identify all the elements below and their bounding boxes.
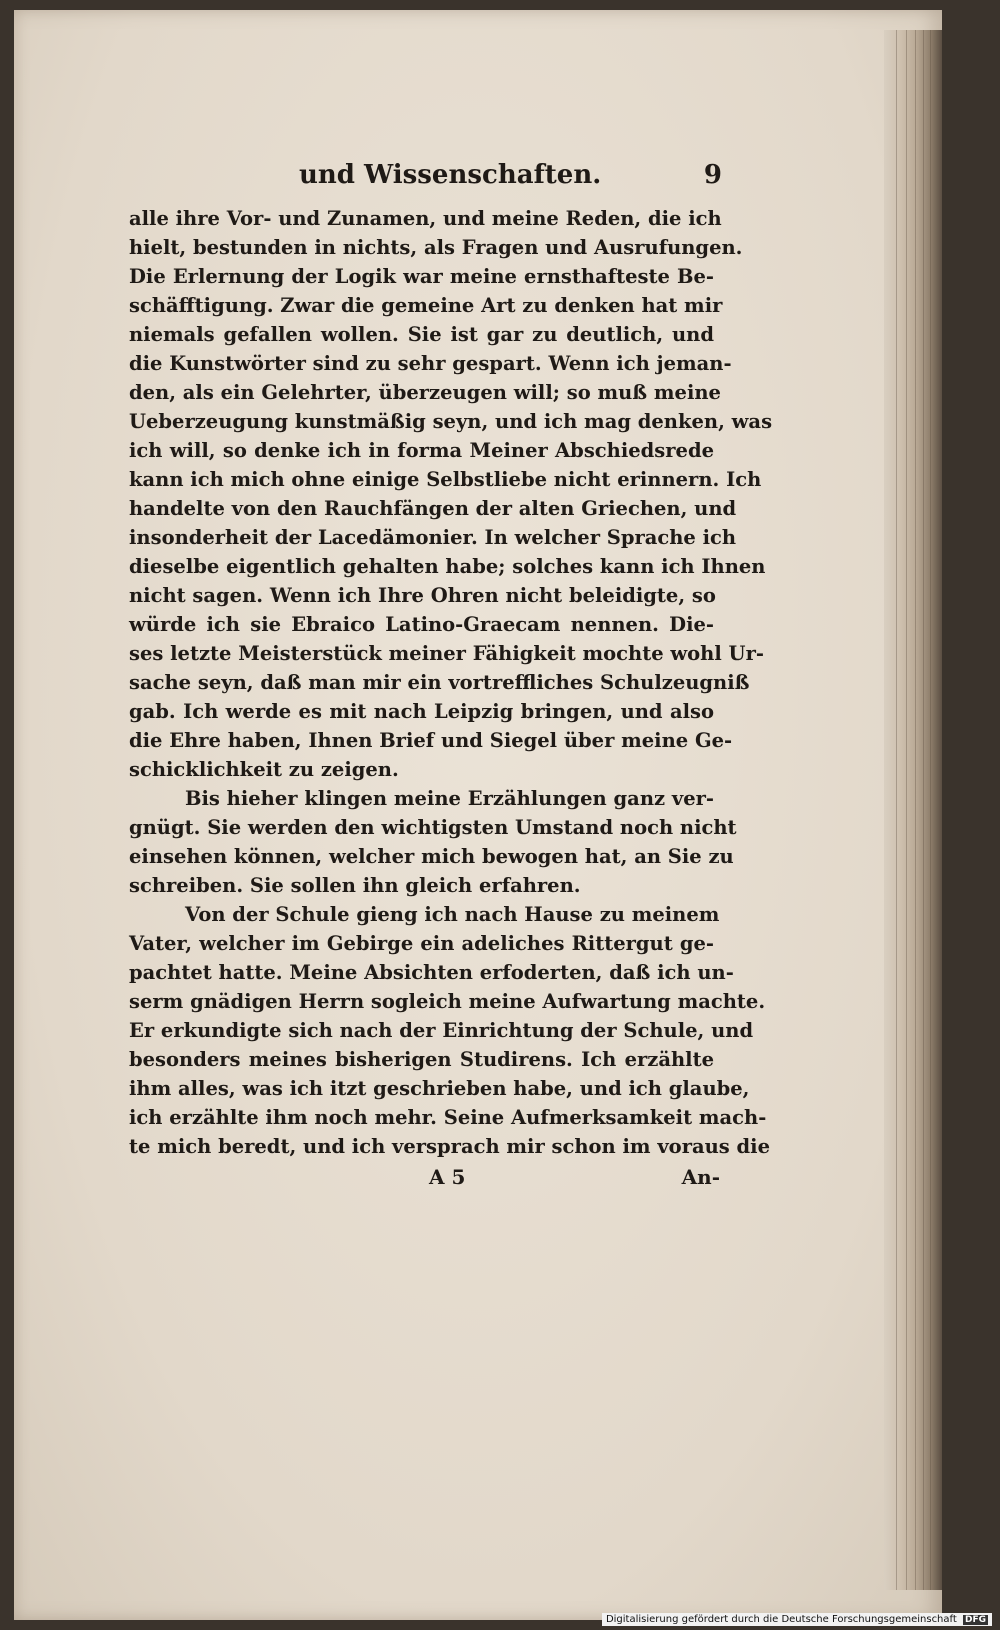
text-line: ich will, so denke ich in forma Meiner Abschiedsrede	[129, 439, 714, 462]
page-content	[129, 160, 773, 1197]
text-line: kann ich mich ohne einige Selbstliebe nicht erinnern. Ich	[129, 468, 762, 491]
text-line: würde ich sie Ebraico Latino-Graecam nennen. Die-	[129, 613, 714, 636]
page-number: 9	[703, 160, 722, 190]
text-line: niemals gefallen wollen. Sie ist gar zu deutlich, und	[129, 323, 714, 346]
text-line: te mich beredt, und ich versprach mir schon im voraus die	[129, 1135, 770, 1158]
book-page	[14, 10, 942, 1620]
text-line: schreiben. Sie sollen ihn gleich erfahren.	[129, 874, 581, 897]
text-line: gnügt. Sie werden den wichtigsten Umstand noch nicht	[129, 816, 737, 839]
text-line: pachtet hatte. Meine Absichten erfoderten, daß ich un-	[129, 961, 734, 984]
text-line: nicht sagen. Wenn ich Ihre Ohren nicht beleidigte, so	[129, 584, 716, 607]
text-line: Die Erlernung der Logik war meine ernsthafteste Be-	[129, 265, 714, 288]
text-line: besonders meines bisherigen Studirens. Ich erzählte	[129, 1048, 714, 1071]
text-line: ses letzte Meisterstück meiner Fähigkeit mochte wohl Ur-	[129, 642, 764, 665]
credit-text: Digitalisierung gefördert durch die Deutsche Forschungsgemeinschaft	[605, 1614, 957, 1625]
text-line: ich erzählte ihm noch mehr. Seine Aufmerksamkeit mach-	[129, 1106, 767, 1129]
text-line: alle ihre Vor- und Zunamen, und meine Reden, die ich	[129, 207, 722, 230]
running-header	[129, 160, 722, 204]
text-line: schäfftigung. Zwar die gemeine Art zu denken hat mir	[129, 294, 723, 317]
signature-mark: A 5	[429, 1165, 466, 1189]
digitization-credit	[602, 1613, 992, 1626]
text-line: einsehen können, welcher mich bewogen hat, an Sie zu	[129, 845, 734, 868]
text-line: den, als ein Gelehrter, überzeugen will; so muß meine	[129, 381, 721, 404]
text-line: Vater, welcher im Gebirge ein adeliches Rittergut ge-	[129, 932, 714, 955]
text-line: dieselbe eigentlich gehalten habe; solches kann ich Ihnen	[129, 555, 766, 578]
text-line: handelte von den Rauchfängen der alten Griechen, und	[129, 497, 737, 520]
text-line: serm gnädigen Herrn sogleich meine Aufwartung machte.	[129, 990, 766, 1013]
page-footer	[129, 1163, 720, 1197]
text-line: Ueberzeugung kunstmäßig seyn, und ich mag denken, was	[129, 410, 773, 433]
dfg-logo: DFG	[964, 1615, 986, 1625]
text-line: Bis hieher klingen meine Erzählungen ganz ver-	[185, 787, 714, 810]
running-title: und Wissenschaften.	[299, 160, 602, 190]
text-line: die Ehre haben, Ihnen Brief und Siegel über meine Ge-	[129, 729, 733, 752]
page-edge-stack	[884, 30, 942, 1590]
catchword: An-	[681, 1165, 720, 1189]
text-line: ihm alles, was ich itzt geschrieben habe, und ich glaube,	[129, 1077, 750, 1100]
text-line: Er erkundigte sich nach der Einrichtung der Schule, und	[129, 1019, 754, 1042]
text-line: insonderheit der Lacedämonier. In welcher Sprache ich	[129, 526, 737, 549]
text-line: die Kunstwörter sind zu sehr gespart. Wenn ich jeman-	[129, 352, 732, 375]
text-line: Von der Schule gieng ich nach Hause zu meinem	[185, 903, 720, 926]
text-line: hielt, bestunden in nichts, als Fragen und Ausrufungen.	[129, 236, 743, 259]
body-text	[129, 204, 773, 1161]
text-line: schicklichkeit zu zeigen.	[129, 758, 399, 781]
text-line: sache seyn, daß man mir ein vortreffliches Schulzeugniß	[129, 671, 750, 694]
text-line: gab. Ich werde es mit nach Leipzig bringen, und also	[129, 700, 714, 723]
